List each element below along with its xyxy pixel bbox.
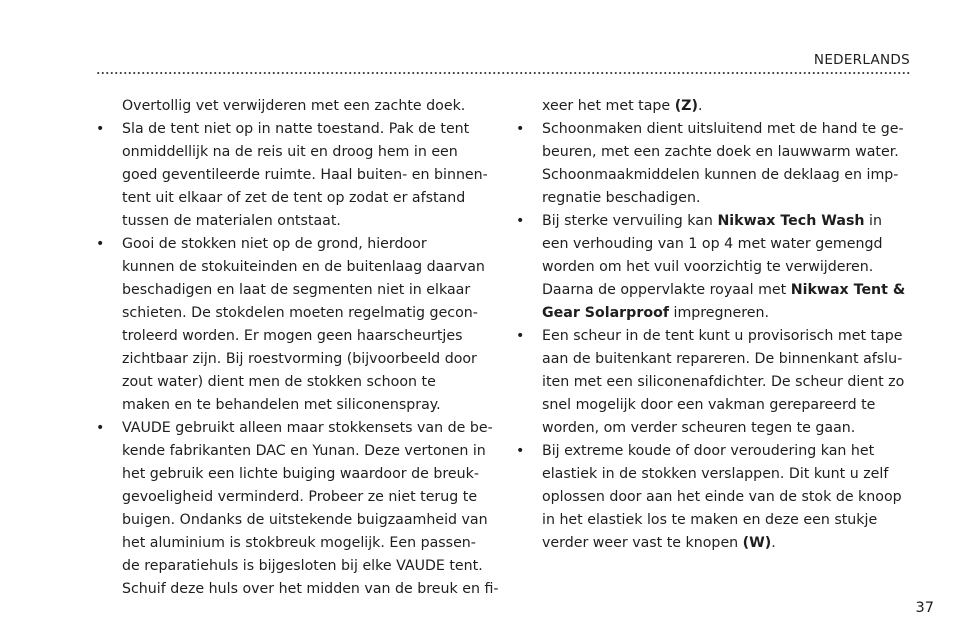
text-segment: . [771, 535, 776, 551]
text-segment: Gooi de stokken niet op de grond, hierdoor [122, 236, 427, 252]
text-line [122, 394, 494, 417]
text-segment: zichtbaar zijn. Bij roestvorming (bijvoorbeeld door [122, 351, 477, 367]
bullet-marker: • [96, 236, 105, 252]
text-line [122, 164, 494, 187]
bullet-list-item [96, 417, 499, 601]
text-segment: . [697, 98, 703, 114]
text-segment: impregneren. [669, 305, 770, 321]
text-line [542, 509, 912, 532]
text-line [542, 141, 912, 164]
text-line [542, 302, 912, 325]
text-line [122, 302, 494, 325]
text-line [122, 509, 494, 532]
bullet-list-item [516, 440, 912, 555]
text-segment: tussen de materialen ontstaat. [122, 213, 341, 229]
text-segment: xeer het met tape [542, 98, 675, 114]
text-segment: Schoonmaken dient uitsluitend met de hand te ge- [542, 121, 904, 137]
text-segment: regnatie beschadigen. [542, 190, 701, 206]
text-segment: Schuif deze huls over het midden van de breuk en fi- [122, 581, 499, 597]
dotted-divider [96, 72, 910, 74]
text-line [542, 348, 912, 371]
text-segment: zout water) dient men de stokken schoon te [122, 374, 436, 390]
text-line [542, 486, 912, 509]
text-segment: een verhouding van 1 op 4 met water gemengd [542, 236, 883, 252]
text-segment: onmiddellijk na de reis uit en droog hem in een [122, 144, 458, 160]
text-line [122, 486, 494, 509]
text-segment: tent uit elkaar of zet de tent op zodat er afstand [122, 190, 466, 206]
text-segment: Overtollig vet verwijderen met een zachte doek. [122, 98, 466, 114]
text-segment: verder weer vast te knopen [542, 535, 743, 551]
text-segment: gevoeligheid verminderd. Probeer ze niet terug te [122, 489, 478, 505]
bullet-list-item [516, 325, 912, 440]
text-segment: Bij sterke vervuiling kan [542, 213, 718, 229]
text-line [542, 440, 912, 463]
text-line [542, 164, 912, 187]
text-line [122, 348, 494, 371]
text-segment: Schoonmaakmiddelen kunnen de deklaag en imp- [542, 167, 899, 183]
text-line [122, 555, 494, 578]
text-segment: het gebruik een lichte buiging waardoor de breuk- [122, 466, 479, 482]
bullet-marker: • [96, 420, 105, 436]
text-segment: VAUDE gebruikt alleen maar stokkensets van de be- [122, 420, 493, 436]
continued-paragraph [516, 95, 912, 118]
section-header-language: NEDERLANDS [813, 52, 910, 68]
bullet-list-item [96, 233, 494, 417]
text-segment: buigen. Ondanks de uitstekende buigzaamheid van [122, 512, 488, 528]
bullet-marker: • [516, 121, 525, 137]
text-segment: kunnen de stokuiteinden en de buitenlaag daarvan [122, 259, 485, 275]
text-line [122, 463, 494, 486]
bullet-list-item [516, 118, 912, 210]
text-line [122, 233, 494, 256]
text-segment: in [864, 213, 882, 229]
text-segment: het aluminium is stokbreuk mogelijk. Een passen- [122, 535, 476, 551]
text-segment: beschadigen en laat de segmenten niet in elkaar [122, 282, 471, 298]
text-line [122, 417, 494, 440]
text-line [542, 325, 912, 348]
text-line [122, 440, 494, 463]
text-line [122, 325, 494, 348]
page-number: 37 [915, 600, 934, 616]
bullet-marker: • [516, 328, 525, 344]
text-line [542, 463, 912, 486]
bullet-marker: • [516, 443, 525, 459]
text-segment: schieten. De stokdelen moeten regelmatig gecon- [122, 305, 478, 321]
text-segment: aan de buitenkant repareren. De binnenkant afslu- [542, 351, 903, 367]
text-line [122, 279, 494, 302]
bullet-marker: • [96, 121, 105, 137]
text-line [122, 141, 494, 164]
text-line [542, 417, 912, 440]
text-segment: troleerd worden. Er mogen geen haarscheurtjes [122, 328, 463, 344]
bold-text-segment: (Z) [674, 98, 698, 114]
text-line [122, 256, 494, 279]
text-line [122, 187, 494, 210]
bold-text-segment: Gear Solarproof [542, 305, 669, 321]
text-line [542, 210, 912, 233]
text-line [542, 233, 912, 256]
right-text-column [516, 95, 912, 555]
bold-text-segment: (W) [742, 535, 772, 551]
text-line [542, 256, 912, 279]
text-segment: Een scheur in de tent kunt u provisorisch met tape [542, 328, 903, 344]
bullet-list-item [96, 118, 494, 233]
text-segment: oplossen door aan het einde van de stok de knoop [542, 489, 902, 505]
text-segment: worden, om verder scheuren tegen te gaan. [542, 420, 856, 436]
text-line [122, 532, 494, 555]
continued-paragraph [96, 95, 494, 118]
bullet-list-item [516, 210, 912, 325]
text-line [542, 371, 912, 394]
text-line [542, 279, 912, 302]
text-segment: Bij extreme koude of door veroudering kan het [542, 443, 875, 459]
bold-text-segment: Nikwax Tent & [790, 282, 906, 298]
text-line [542, 118, 912, 141]
text-line [542, 532, 912, 555]
text-segment: Daarna de oppervlakte royaal met [542, 282, 791, 298]
text-segment: de reparatiehuls is bijgesloten bij elke VAUDE tent. [122, 558, 483, 574]
text-line [542, 95, 912, 118]
left-text-column [96, 95, 499, 601]
text-line [122, 95, 494, 118]
bold-text-segment: Nikwax Tech Wash [717, 213, 865, 229]
text-line [122, 371, 494, 394]
text-segment: Sla de tent niet op in natte toestand. Pak de tent [122, 121, 470, 137]
text-segment: iten met een siliconenafdichter. De scheur dient zo [542, 374, 905, 390]
text-segment: beuren, met een zachte doek en lauwwarm water. [542, 144, 899, 160]
bullet-marker: • [516, 213, 525, 229]
text-segment: maken en te behandelen met siliconenspray. [122, 397, 441, 413]
text-segment: snel mogelijk door een vakman gerepareerd te [542, 397, 876, 413]
text-segment: kende fabrikanten DAC en Yunan. Deze vertonen in [122, 443, 486, 459]
text-line [542, 394, 912, 417]
text-segment: elastiek in de stokken verslappen. Dit kunt u zelf [542, 466, 889, 482]
text-segment: in het elastiek los te maken en deze een stukje [542, 512, 878, 528]
text-segment: worden om het vuil voorzichtig te verwijderen. [542, 259, 874, 275]
text-line [122, 578, 499, 601]
text-line [542, 187, 912, 210]
text-line [122, 210, 494, 233]
text-segment: goed geventileerde ruimte. Haal buiten- en binnen- [122, 167, 488, 183]
text-line [122, 118, 494, 141]
